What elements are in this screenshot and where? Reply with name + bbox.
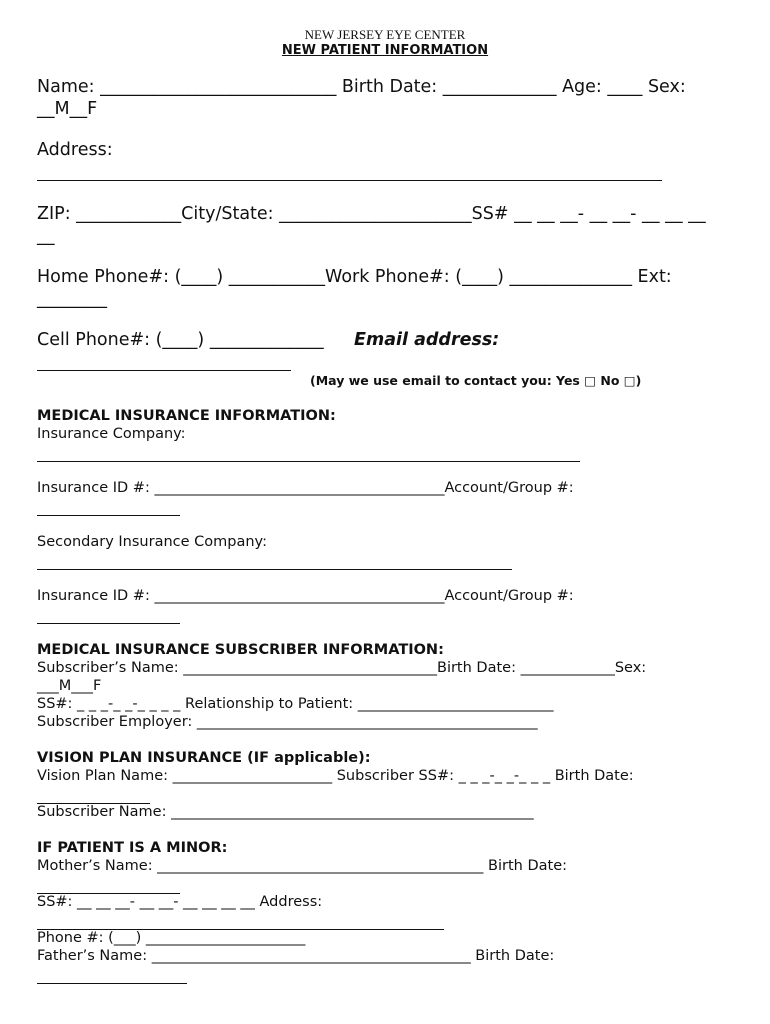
secondary-insurance-line[interactable] <box>37 569 512 570</box>
org-name: NEW JERSEY EYE CENTER <box>304 27 466 42</box>
minor-heading: IF PATIENT IS A MINOR: <box>37 840 228 856</box>
ext-field[interactable]: ________ <box>37 289 107 309</box>
insurance-id-line[interactable]: Insurance ID #: ________________________________________Account/Group #: <box>37 480 574 496</box>
secondary-account-group-line[interactable] <box>37 623 180 624</box>
secondary-insurance-label: Secondary Insurance Company: <box>37 534 267 550</box>
mother-ss-line[interactable]: SS#: __ __ __- __ __- __ __ __ __ Address: <box>37 894 323 910</box>
insurance-heading: MEDICAL INSURANCE INFORMATION: <box>37 408 336 424</box>
secondary-insurance-id-line[interactable]: Insurance ID #: ________________________________________Account/Group #: <box>37 588 574 604</box>
patient-name-line[interactable]: Name: ___________________________ Birth Date: _____________ Age: ____ Sex: <box>37 77 686 97</box>
subscriber-heading: MEDICAL INSURANCE SUBSCRIBER INFORMATION: <box>37 642 444 658</box>
subscriber-employer-line[interactable]: Subscriber Employer: _______________________________________________ <box>37 714 538 730</box>
subscriber-sex-field[interactable]: ___M___F <box>37 678 102 694</box>
mother-name-line[interactable]: Mother’s Name: _____________________________________________ Birth Date: <box>37 858 568 874</box>
father-birthdate-line[interactable] <box>37 983 187 984</box>
father-name-line[interactable]: Father’s Name: ____________________________________________ Birth Date: <box>37 948 555 964</box>
vision-heading: VISION PLAN INSURANCE (IF applicable): <box>37 750 371 766</box>
email-consent[interactable]: (May we use email to contact you: Yes □ No □) <box>310 373 642 388</box>
phone-line[interactable]: Home Phone#: (____) ___________Work Phone#: (____) ______________ Ext: <box>37 267 672 287</box>
email-line[interactable] <box>37 370 291 371</box>
subscriber-ss-line[interactable]: SS#: _ _ _-_ _-_ _ _ _ Relationship to Patient: ___________________________ <box>37 696 554 712</box>
subscriber-name-line[interactable]: Subscriber’s Name: ___________________________________Birth Date: _____________Sex: <box>37 660 647 676</box>
address-line[interactable] <box>37 180 662 181</box>
cell-phone-line[interactable]: Cell Phone#: (____) _____________ <box>37 330 324 350</box>
form-title: NEW PATIENT INFORMATION <box>281 43 489 58</box>
patient-sex-field[interactable]: __M__F <box>37 99 98 119</box>
insurance-company-label: Insurance Company: <box>37 426 186 442</box>
zip-city-ss-line[interactable]: ZIP: ____________City/State: ______________________SS# __ __ __- __ __- __ __ __ <box>37 204 706 224</box>
vision-subscriber-line[interactable]: Subscriber Name: __________________________________________________ <box>37 804 534 820</box>
vision-plan-line[interactable]: Vision Plan Name: ______________________ Subscriber SS#: _ _ _-_ _-_ _ _ Birth Date: <box>37 768 634 784</box>
address-label: Address: <box>37 140 113 160</box>
account-group-line[interactable] <box>37 515 180 516</box>
insurance-company-line[interactable] <box>37 461 580 462</box>
mother-phone-line[interactable]: Phone #: (___) ______________________ <box>37 930 306 946</box>
email-label: Email address: <box>354 330 500 350</box>
ss-continuation[interactable]: __ <box>37 226 55 246</box>
